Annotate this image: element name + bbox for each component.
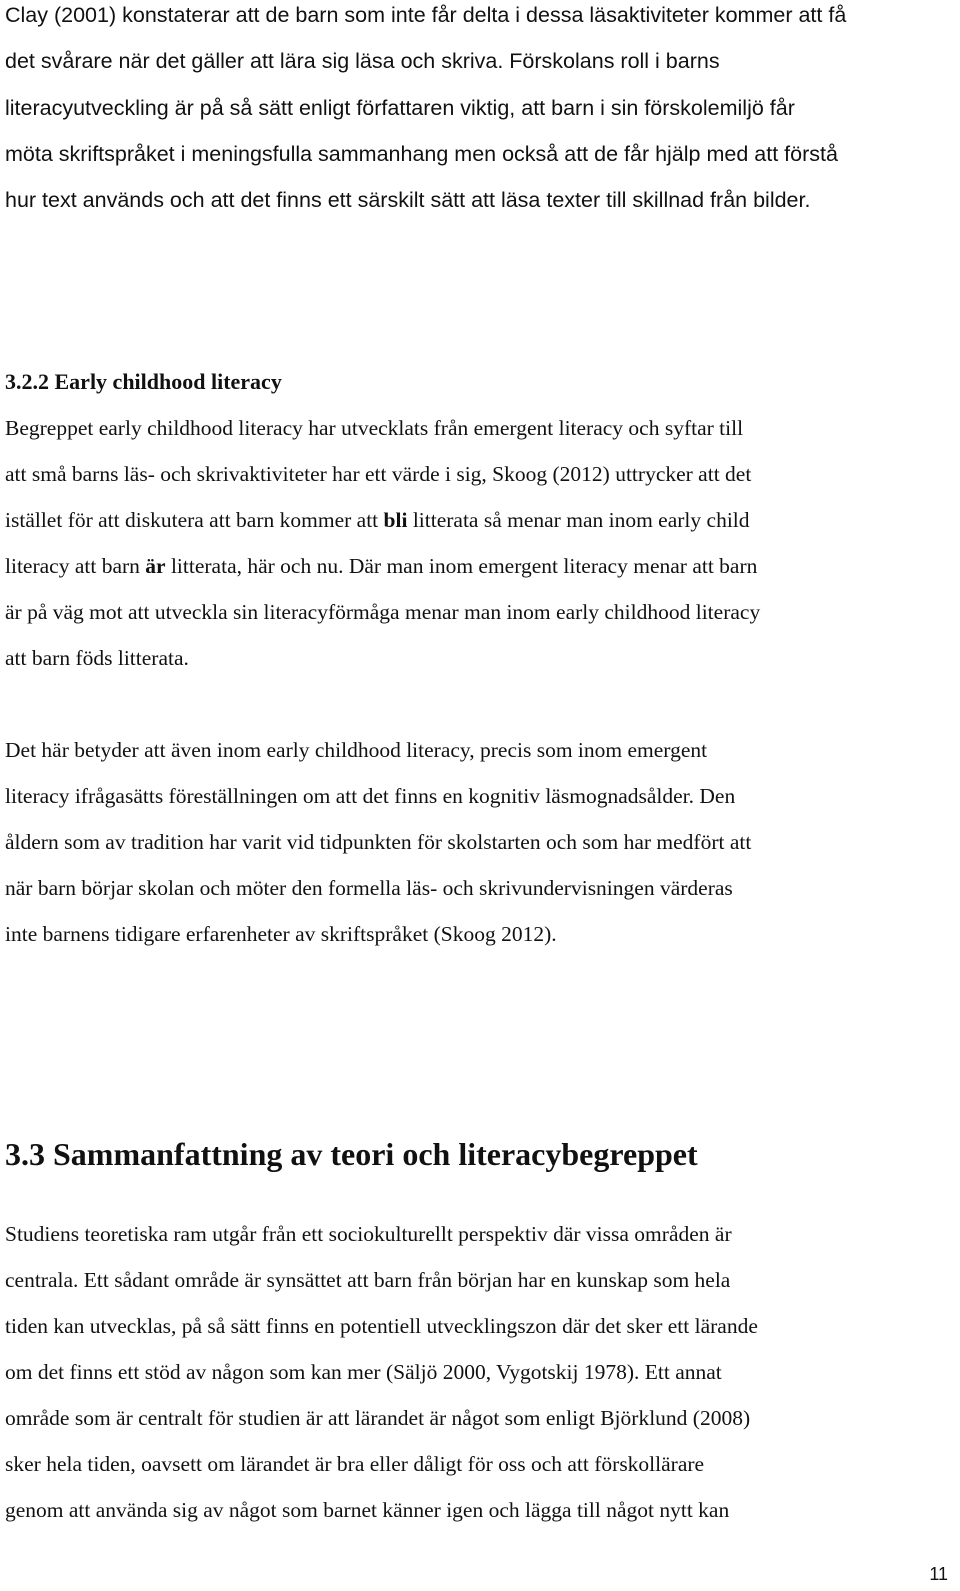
paragraph-line: område som är centralt för studien är att lärandet är något som enligt Björklund (2008) <box>5 1406 751 1430</box>
paragraph-line: genom att använda sig av något som barnet känner igen och lägga till något nytt kan <box>5 1498 730 1522</box>
paragraph-line: att barn föds litterata. <box>5 646 189 670</box>
intro-line: hur text används och att det finns ett särskilt sätt att läsa texter till skillnad från bilder. <box>5 188 811 213</box>
paragraph-line: Det här betyder att även inom early childhood literacy, precis som inom emergent <box>5 738 708 762</box>
paragraph-line: åldern som av tradition har varit vid tidpunkten för skolstarten och som har medfört att <box>5 830 752 854</box>
text-run: literacy att barn <box>5 554 146 578</box>
paragraph-line: är på väg mot att utveckla sin literacyförmåga menar man inom early childhood literacy <box>5 600 761 624</box>
paragraph-line: att små barns läs- och skrivaktiviteter har ett värde i sig, Skoog (2012) uttrycker att det <box>5 462 752 486</box>
paragraph-line: när barn börjar skolan och möter den formella läs- och skrivundervisningen värderas <box>5 876 733 900</box>
paragraph-line: literacy ifrågasätts föreställningen om att det finns en kognitiv läsmognadsålder. Den <box>5 784 736 808</box>
text-run: istället för att diskutera att barn kommer att <box>5 508 384 532</box>
intro-paragraph <box>5 0 953 223</box>
intro-line: literacyutveckling är på så sätt enligt författaren viktig, att barn i sin förskolemiljö får <box>5 95 795 120</box>
section-heading-large: 3.3 Sammanfattning av teori och literacybegreppet <box>5 1136 698 1172</box>
paragraph-line: Begreppet early childhood literacy har utvecklats från emergent literacy och syftar till <box>5 416 744 440</box>
text-run: litterata så menar man inom early child <box>407 508 750 532</box>
paragraph-line <box>5 551 757 581</box>
paragraph-line: Studiens teoretiska ram utgår från ett sociokulturellt perspektiv där vissa områden är <box>5 1222 732 1246</box>
intro-line: möta skriftspråket i meningsfulla sammanhang men också att de får hjälp med att förstå <box>5 141 838 166</box>
paragraph-line: centrala. Ett sådant område är synsättet att barn från början har en kunskap som hela <box>5 1268 731 1292</box>
paragraph-line: om det finns ett stöd av någon som kan mer (Säljö 2000, Vygotskij 1978). Ett annat <box>5 1360 722 1384</box>
paragraph-line <box>5 505 750 535</box>
emphasis-bli: bli <box>383 508 408 532</box>
page-number: 11 <box>929 1564 948 1584</box>
intro-line: Clay (2001) konstaterar att de barn som inte får delta i dessa läsaktiviteter kommer att få <box>5 3 847 27</box>
text-run: litterata, här och nu. Där man inom emergent literacy menar att barn <box>165 554 758 578</box>
paragraph-line: tiden kan utvecklas, på så sätt finns en potentiell utvecklingszon där det sker ett lärande <box>5 1314 758 1338</box>
intro-line: det svårare när det gäller att lära sig läsa och skriva. Förskolans roll i barns <box>5 49 720 74</box>
paragraph-line: sker hela tiden, oavsett om lärandet är bra eller dåligt för oss och att förskollärare <box>5 1452 705 1476</box>
section-heading: 3.2.2 Early childhood literacy <box>5 369 282 394</box>
paragraph-line: inte barnens tidigare erfarenheter av skriftspråket (Skoog 2012). <box>5 922 557 946</box>
emphasis-ar: är <box>145 554 166 578</box>
